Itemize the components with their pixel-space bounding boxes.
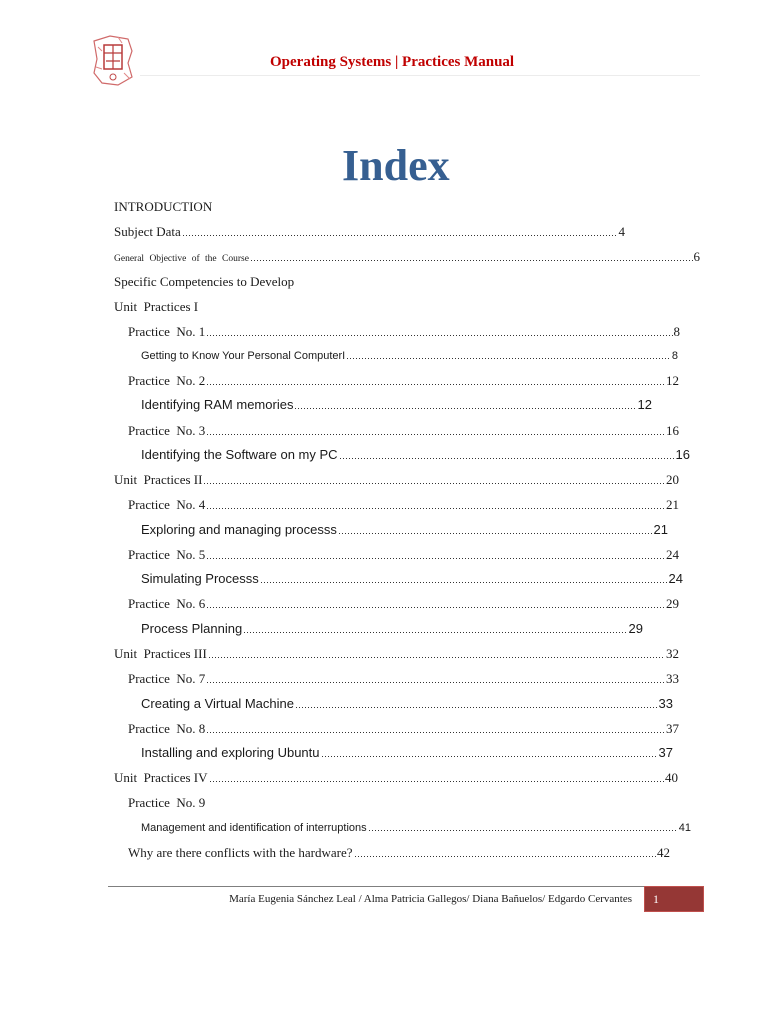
toc-entry-label: Practice No. 1 xyxy=(128,324,206,339)
dot-leader xyxy=(204,483,665,484)
toc-page-number: 21 xyxy=(653,522,668,537)
toc-entry-creating-virtual-machine xyxy=(141,695,673,713)
toc-page-number: 24 xyxy=(666,547,679,562)
toc-entry-practice-1 xyxy=(128,323,680,341)
toc-page-number: 8 xyxy=(673,324,680,339)
toc-entry-label: Process Planning xyxy=(141,621,243,636)
toc-entry-label: Practice No. 7 xyxy=(128,671,206,686)
toc-entry-label: Practice No. 6 xyxy=(128,596,206,611)
dot-leader xyxy=(322,756,658,757)
toc-page-number: 16 xyxy=(675,447,690,462)
toc-entry-specific-competencies xyxy=(114,273,294,291)
toc-entry-practice-5 xyxy=(128,546,679,564)
toc-entry-interruptions xyxy=(141,819,691,837)
toc-entry-label: Practice No. 3 xyxy=(128,423,206,438)
toc-entry-label: Getting to Know Your Personal ComputerI xyxy=(141,350,346,362)
toc-entry-unit-practices-4 xyxy=(114,769,678,787)
toc-entry-label: Why are there conflicts with the hardware? xyxy=(128,845,353,860)
toc-page-number: 37 xyxy=(658,745,673,760)
toc-entry-introduction xyxy=(114,198,212,216)
dot-leader xyxy=(207,508,665,509)
dot-leader xyxy=(209,657,665,658)
dot-leader xyxy=(207,335,672,336)
toc-entry-label: Identifying the Software on my PC xyxy=(141,447,338,462)
toc-entry-label: Creating a Virtual Machine xyxy=(141,696,294,711)
toc-page-number: 42 xyxy=(657,845,670,860)
dot-leader xyxy=(369,830,678,831)
dot-leader xyxy=(347,358,671,359)
dot-leader xyxy=(295,408,636,409)
toc-page-number: 24 xyxy=(668,571,683,586)
toc-page-number: 33 xyxy=(658,696,673,711)
toc-entry-practice-3 xyxy=(128,422,679,440)
toc-page-number: 12 xyxy=(637,397,652,412)
toc-entry-label: Specific Competencies to Develop xyxy=(114,274,295,289)
dot-leader xyxy=(210,781,664,782)
toc-page-number: 21 xyxy=(666,497,679,512)
toc-entry-practice-2 xyxy=(128,372,679,390)
toc-entry-practice-7 xyxy=(128,670,679,688)
dot-leader xyxy=(296,707,658,708)
toc-entry-label: Practice No. 4 xyxy=(128,497,206,512)
toc-entry-label: Unit Practices I xyxy=(114,299,199,314)
toc-page-number: 8 xyxy=(671,350,678,362)
toc-entry-label: Identifying RAM memories xyxy=(141,397,294,412)
toc-page-number: 20 xyxy=(666,472,679,487)
toc-entry-label: Practice No. 2 xyxy=(128,373,206,388)
toc-entry-label: Exploring and managing processs xyxy=(141,522,337,537)
dot-leader xyxy=(340,458,675,459)
toc-page-number: 40 xyxy=(665,770,678,785)
dot-leader xyxy=(251,260,693,261)
toc-entry-identifying-ram xyxy=(141,396,652,414)
header-divider xyxy=(140,75,700,76)
toc-entry-label: Practice No. 9 xyxy=(128,795,206,810)
toc-entry-label: Unit Practices III xyxy=(114,646,207,661)
toc-page-number: 6 xyxy=(693,249,700,264)
dot-leader xyxy=(207,682,665,683)
toc-page-number: 41 xyxy=(678,822,691,834)
toc-entry-simulating-processes xyxy=(141,570,683,588)
toc-entry-label: Simulating Processs xyxy=(141,571,259,586)
toc-entry-label: Installing and exploring Ubuntu xyxy=(141,745,320,760)
dot-leader xyxy=(207,558,665,559)
dot-leader xyxy=(244,632,627,633)
toc-entry-label: Practice No. 5 xyxy=(128,547,206,562)
toc-entry-unit-practices-1 xyxy=(114,298,198,316)
dot-leader xyxy=(207,384,665,385)
page-number-box xyxy=(644,886,704,912)
toc-page-number: 37 xyxy=(666,721,679,736)
toc-entry-label: General Objective of the Course xyxy=(114,254,249,264)
dot-leader xyxy=(207,434,665,435)
toc-entry-label: Practice No. 8 xyxy=(128,721,206,736)
dot-leader xyxy=(339,533,653,534)
dot-leader xyxy=(207,607,665,608)
toc-page-number: 29 xyxy=(666,596,679,611)
toc-entry-identifying-software xyxy=(141,446,690,464)
toc-page-number: 29 xyxy=(628,621,643,636)
dot-leader xyxy=(183,235,618,236)
toc-entry-practice-4 xyxy=(128,496,679,514)
toc-entry-label: Subject Data xyxy=(114,224,181,239)
dot-leader xyxy=(355,856,656,857)
toc-page-number: 33 xyxy=(666,671,679,686)
toc-entry-practice-9 xyxy=(128,794,205,812)
toc-entry-process-planning xyxy=(141,620,643,638)
toc-page-number: 4 xyxy=(618,224,625,239)
footer-divider xyxy=(108,886,644,887)
toc-entry-subject-data xyxy=(114,223,625,241)
toc-entry-practice-8 xyxy=(128,720,679,738)
footer-authors: María Eugenia Sánchez Leal / Alma Patricia Gallegos/ Diana Bañuelos/ Edgardo Cervantes xyxy=(229,893,632,905)
institution-seal-logo xyxy=(88,33,138,89)
toc-entry-label: Unit Practices II xyxy=(114,472,203,487)
toc-entry-installing-ubuntu xyxy=(141,744,673,762)
toc-page-number: 32 xyxy=(666,646,679,661)
toc-entry-label: Unit Practices IV xyxy=(114,770,208,785)
toc-entry-label: Management and identification of interruptions xyxy=(141,822,367,834)
toc-page-number: 16 xyxy=(666,423,679,438)
toc-entry-exploring-processes xyxy=(141,521,668,539)
toc-entry-label: INTRODUCTION xyxy=(114,199,213,214)
dot-leader xyxy=(261,582,668,583)
page-number: 1 xyxy=(653,892,659,906)
toc-entry-practice-6 xyxy=(128,595,679,613)
toc-entry-general-objective xyxy=(114,248,700,266)
dot-leader xyxy=(207,732,665,733)
toc-entry-unit-practices-2 xyxy=(114,471,679,489)
page-title: Index xyxy=(342,141,450,190)
toc-entry-hardware-conflicts xyxy=(128,844,670,862)
toc-page-number: 12 xyxy=(666,373,679,388)
toc-entry-getting-to-know-pc xyxy=(141,347,678,365)
toc-entry-unit-practices-3 xyxy=(114,645,679,663)
document-title: Operating Systems | Practices Manual xyxy=(270,54,515,70)
